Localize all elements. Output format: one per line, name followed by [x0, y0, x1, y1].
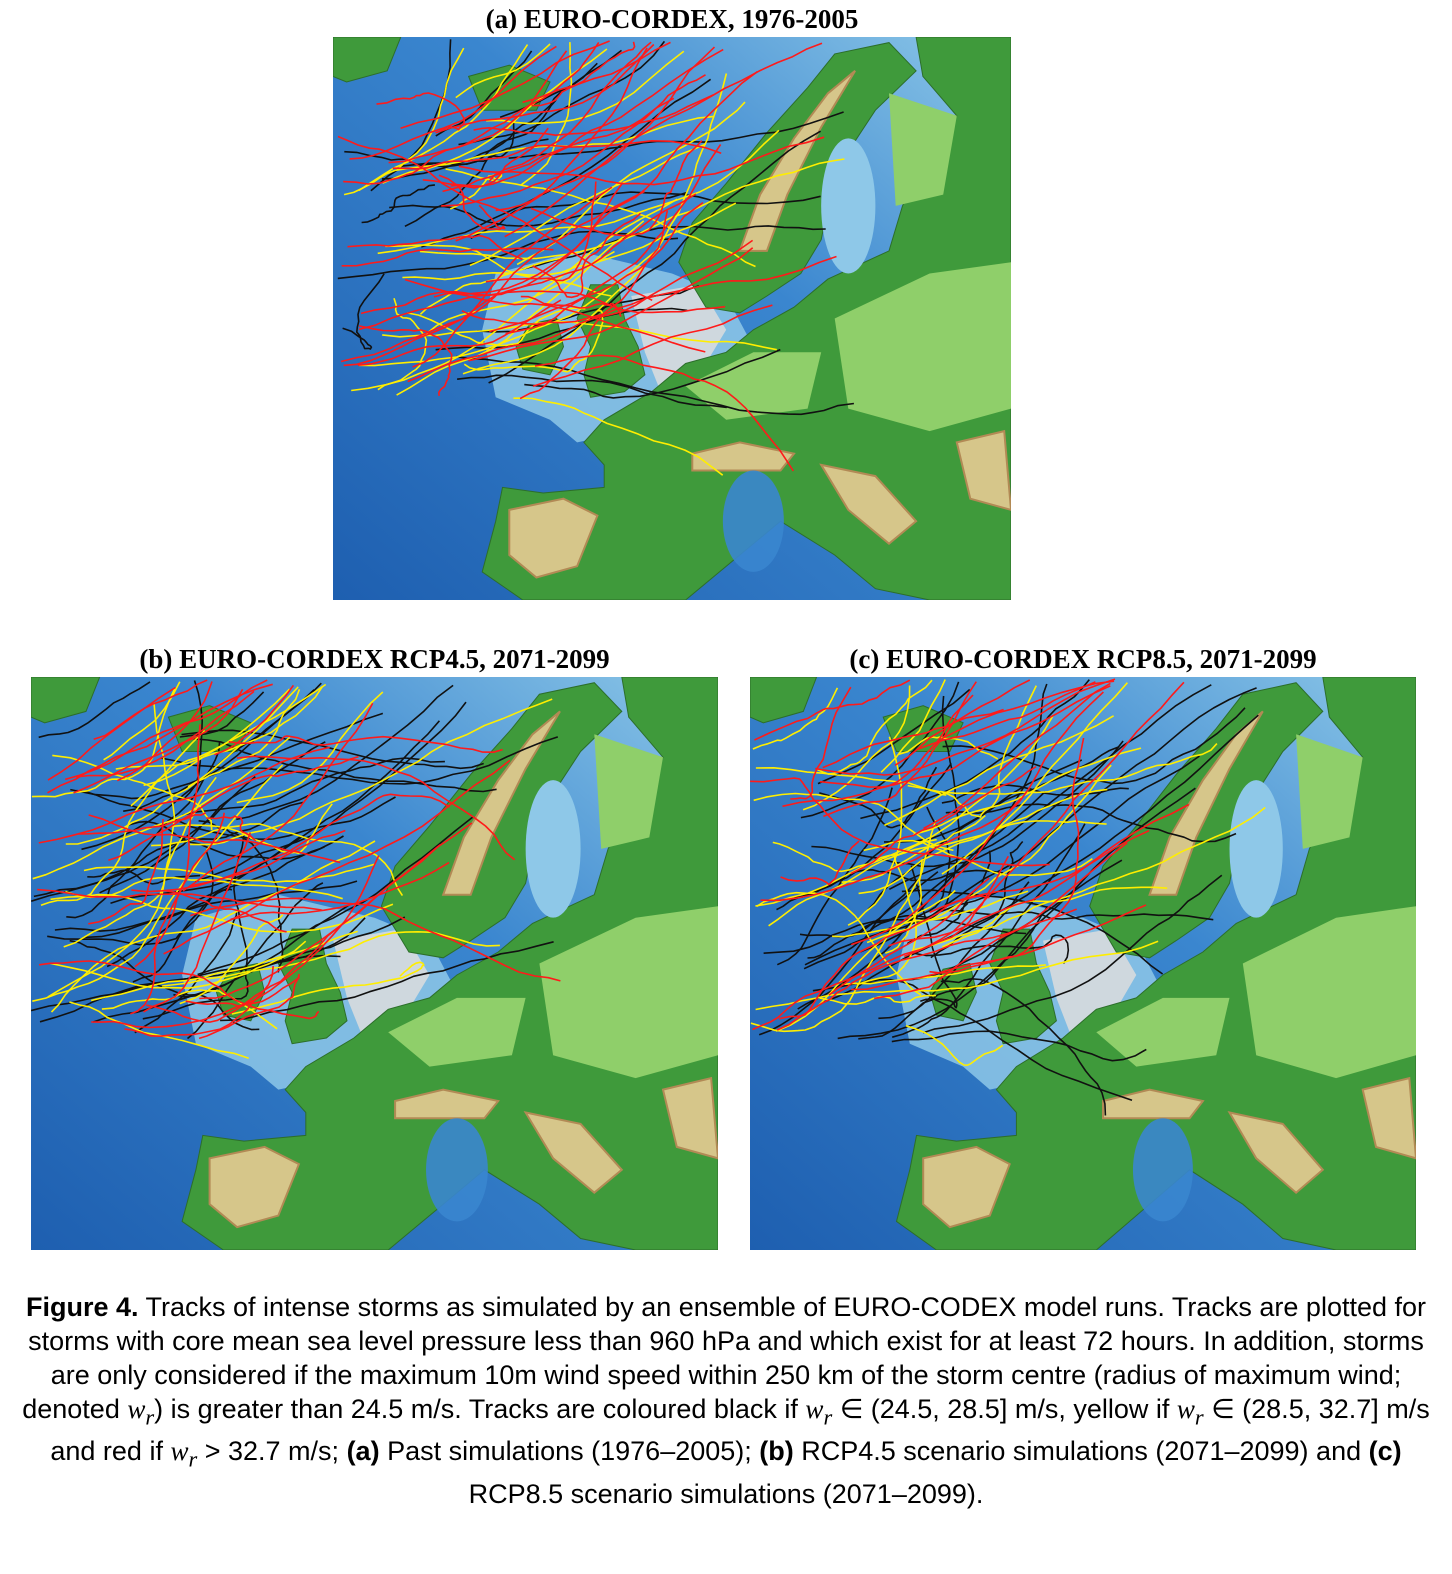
wr-symbol: $w_r$	[127, 1394, 155, 1430]
caption-text-8: RCP8.5 scenario simulations (2071–2099).	[468, 1478, 984, 1509]
map-panel-a	[333, 37, 1011, 600]
panel-b-title: (b) EURO-CORDEX RCP4.5, 2071-2099	[139, 644, 610, 674]
mediterranean-sea	[426, 1118, 488, 1221]
caption-text-1: Tracks of intense storms as simulated by an ensemble of EURO-CODEX model runs. Tracks are plotted for storms with core mean sea level pressure less than 960 hPa and which exist for at least 72 hours. In addition, storms are only considered if the maximum 10m wind speed within 250 km of the storm centre (radius of maximum wind; denoted	[22, 1292, 1427, 1424]
panel-a-title: (a) EURO-CORDEX, 1976-2005	[485, 4, 859, 34]
caption-ref-b: (b)	[759, 1436, 794, 1467]
caption-ref-a: (a)	[346, 1436, 380, 1467]
baltic-sea	[1230, 780, 1283, 918]
baltic-sea	[821, 138, 875, 273]
caption-label: Figure 4.	[25, 1292, 139, 1322]
panel-c-title: (c) EURO-CORDEX RCP8.5, 2071-2099	[849, 644, 1317, 674]
mediterranean-sea	[723, 471, 784, 572]
map-panel-c	[750, 677, 1416, 1250]
map-panel-b	[31, 677, 718, 1250]
figure-caption	[8, 1290, 1444, 1511]
caption-text-3: ∈ (24.5, 28.5] m/s, yellow if	[832, 1394, 1177, 1424]
wr-symbol: $w_r$	[805, 1394, 833, 1430]
caption-text-7: RCP4.5 scenario simulations (2071–2099) and	[793, 1436, 1369, 1467]
caption-text-2: ) is greater than 24.5 m/s. Tracks are coloured black if	[154, 1394, 806, 1424]
caption-text-5: > 32.7 m/s;	[197, 1436, 347, 1467]
caption-text-4: ∈ (28.5, 32.7] m/s and red if	[50, 1394, 1430, 1467]
mediterranean-sea	[1133, 1118, 1193, 1221]
wr-symbol: $w_r$	[1176, 1394, 1204, 1430]
baltic-sea	[526, 780, 581, 918]
caption-text-6: Past simulations (1976–2005);	[379, 1436, 760, 1467]
caption-ref-c: (c)	[1368, 1436, 1402, 1467]
wr-symbol: $w_r$	[170, 1436, 198, 1472]
